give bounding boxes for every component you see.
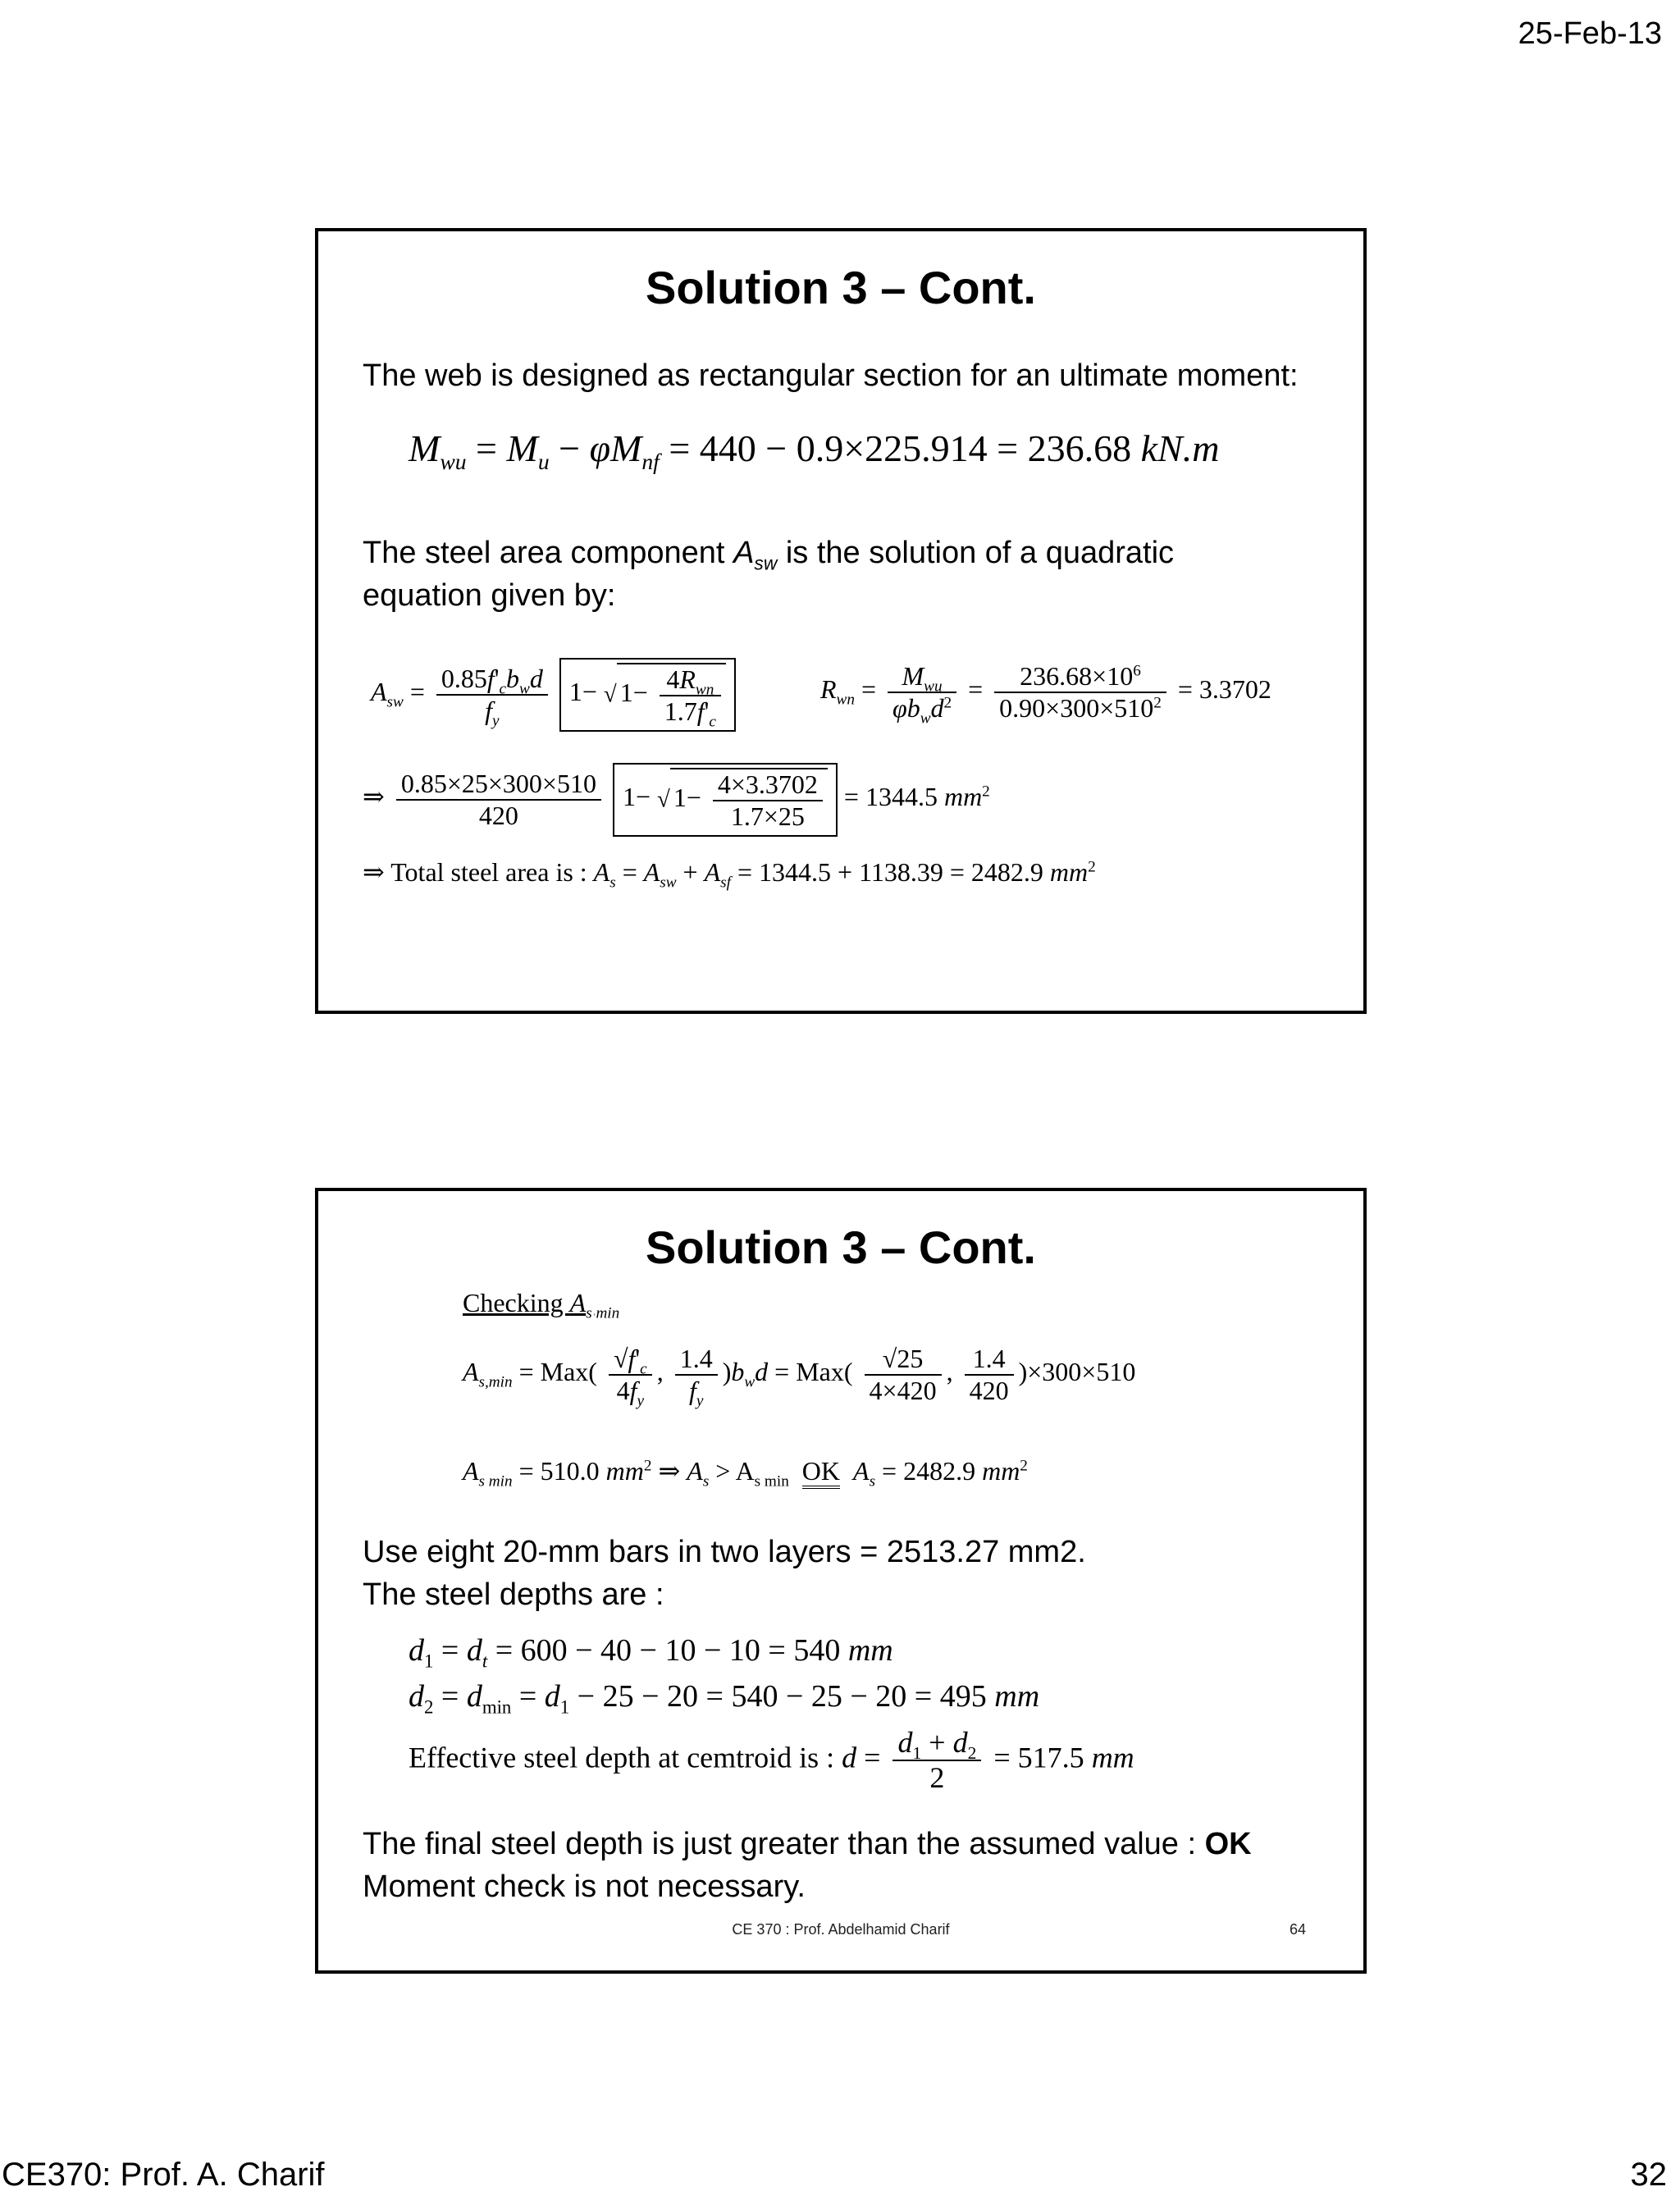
slide-2-footer: CE 370 : Prof. Abdelhamid Charif xyxy=(732,1921,950,1938)
slide-2-bars xyxy=(363,1531,1086,1616)
final-text-b: Moment check is not necessary. xyxy=(363,1869,806,1904)
equation-d1: $d_1 = d_t = 600 - 40 - 10 - 10 = 540$ mm xyxy=(409,1633,893,1672)
equation-asw-calc: ⇒ $\frac{0.85\times 25\times 300\times 510}{420}$ 1− √ 1− $\frac{4\times 3.3702}{1.7\times 25}$ = 1344.5 $mm^2$ xyxy=(363,763,990,837)
slide-1 xyxy=(315,228,1367,1014)
checking-label: Checking $A_{s min}$ xyxy=(463,1288,620,1322)
para2-text-a: The steel area component xyxy=(363,536,734,570)
para2-text-c: equation given by: xyxy=(363,578,616,613)
para2-symbol: A xyxy=(733,536,755,570)
para2-text-b: is the solution of a quadratic xyxy=(777,536,1175,570)
slide-1-title: Solution 3 – Cont. xyxy=(646,262,1036,313)
equation-mwu: $M_{wu} = M_u - \varphi M_{nf} = 440 - 0.9\times 225.914 = 236.68$ kN.m xyxy=(409,427,1220,475)
page-footer-left: CE370: Prof. A. Charif xyxy=(2,2157,325,2193)
slide-2 xyxy=(315,1188,1367,1974)
equation-total-steel: ⇒ Total steel area is : $A_s = A_{sw} + A_{sf} = 1344.5 + 1138.39 = 2482.9$ $mm^2$ xyxy=(363,857,1096,892)
para2-symbol-sub: sw xyxy=(754,552,778,574)
page-date: 25-Feb-13 xyxy=(1518,16,1662,51)
page-number: 32 xyxy=(1630,2157,1667,2193)
steel-depths-text: The steel depths are : xyxy=(363,1577,664,1612)
equation-deff: Effective steel depth at cemtroid is : d = $\frac{d_1 + d_2}{2}$ = 517.5 mm xyxy=(409,1726,1134,1795)
equation-asmin-formula: $A_{s,min} = Max$( $\frac{√f'_c}{4f_y}$ , $\frac{1.4}{f_y}$ )$b_wd = Max$( $\frac{√25}{4\times 420}$ , $\frac{1.4}{420}$ )×300×510 xyxy=(463,1344,1136,1410)
equation-asw-formula: $A_{sw}$ = $\frac{0.85f'_cb_wd}{f_y}$ 1− √ 1− $\frac{4R_{wn}}{1.7f'_c}$ xyxy=(371,658,736,732)
final-text-a: The final steel depth is just greater than the assumed value : xyxy=(363,1827,1205,1861)
slide-2-number: 64 xyxy=(1289,1921,1306,1938)
final-ok: OK xyxy=(1204,1827,1252,1861)
equation-asmin-result: $A_{s min} = 510.0$ $mm^2$ ⇒ $A_s > A_{s min}$ OK $A_s = 2482.9$ $mm^2$ xyxy=(463,1456,1028,1491)
slide-2-title: Solution 3 – Cont. xyxy=(646,1221,1036,1273)
equation-rwn-formula: $R_{wn}$ = $\frac{M_{wu}}{\varphi b_wd^2}$ = $\frac{236.68\times 10^6}{0.90\times 300\times 510^2}$ = 3.3702 xyxy=(820,661,1271,728)
equation-d2: $d_2 = d_{min} = d_1 - 25 - 20 = 540 - 25 - 20 = 495$ mm xyxy=(409,1679,1040,1718)
slide-1-para2 xyxy=(363,532,1174,617)
slide-2-final xyxy=(363,1823,1252,1908)
slide-1-intro: The web is designed as rectangular section for an ultimate moment: xyxy=(363,358,1299,393)
use-bars-text: Use eight 20-mm bars in two layers = 2513.27 mm2. xyxy=(363,1535,1086,1569)
